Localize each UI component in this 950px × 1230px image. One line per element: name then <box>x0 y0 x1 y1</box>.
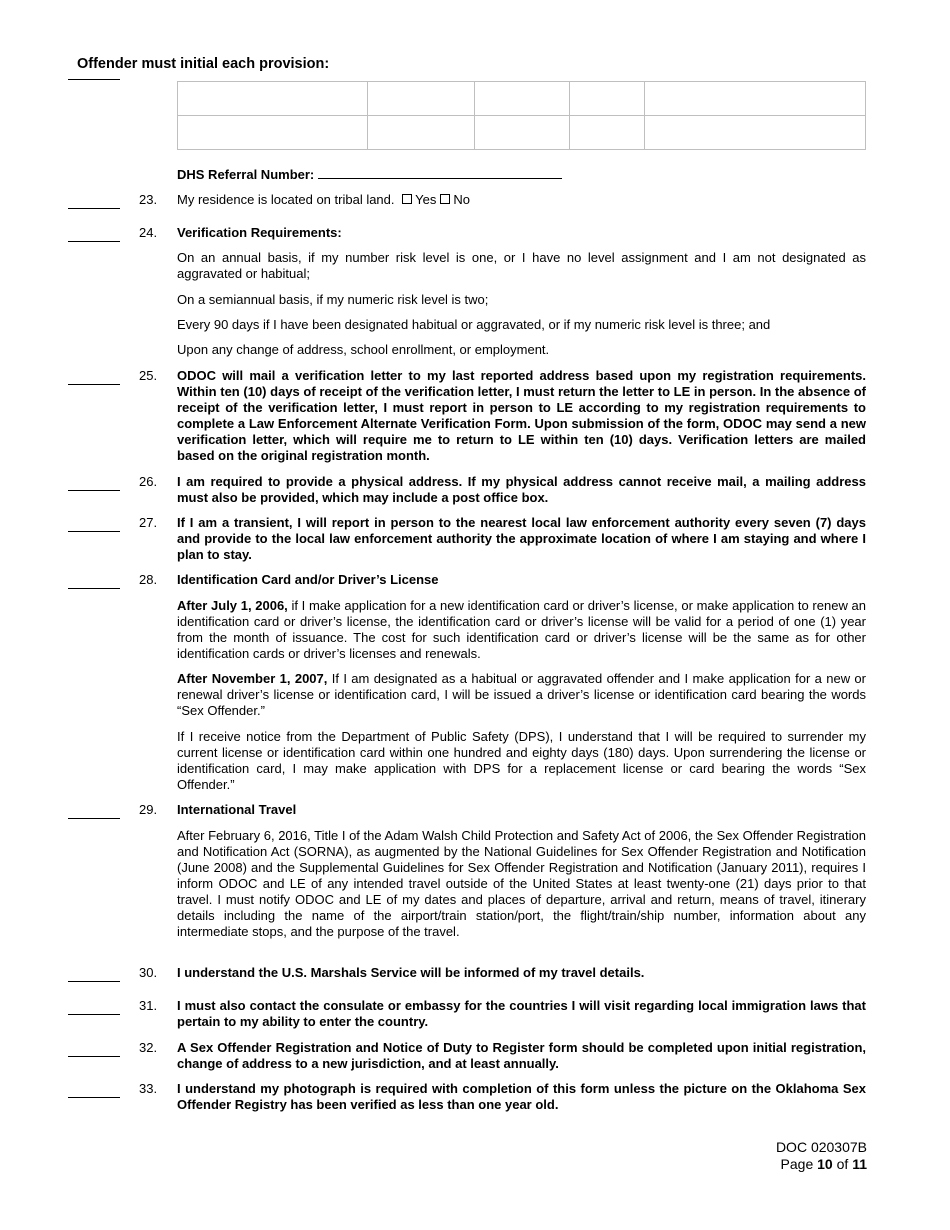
initial-line-32[interactable] <box>68 1056 120 1057</box>
item-number: 30. <box>139 965 158 980</box>
initial-line-30[interactable] <box>68 981 120 982</box>
item-number: 26. <box>139 474 158 489</box>
item-28-para-2006 <box>177 598 866 662</box>
item-number: 32. <box>139 1040 158 1055</box>
table-cell[interactable] <box>475 116 570 150</box>
dhs-referral-field <box>177 166 562 182</box>
initial-line-23[interactable] <box>68 208 120 209</box>
item-26-text: I am required to provide a physical address. If my physical address cannot receive mail, a mailing address must also be provided, which may include a post office box. <box>177 474 866 505</box>
item-31-text: I must also contact the consulate or embassy for the countries I will visit regarding local immigration laws that pertain to my ability to enter the country. <box>177 998 866 1029</box>
item-number: 33. <box>139 1081 158 1096</box>
item-24-90days: Every 90 days if I have been designated habitual or aggravated, or if my numeric risk level is three; and <box>177 317 771 332</box>
dhs-referral-input[interactable] <box>318 166 562 179</box>
table-cell[interactable] <box>368 82 475 116</box>
item-number: 24. <box>139 225 158 240</box>
initial-line-29[interactable] <box>68 818 120 819</box>
initial-line-31[interactable] <box>68 1014 120 1015</box>
item-number: 29. <box>139 802 158 817</box>
item-28-lead-2007: After November 1, 2007, <box>177 671 328 686</box>
item-28-body-2007: If I am designated as a habitual or aggravated offender and I make application for a new or renewal driver’s license or identification card, I will be issued a driver’s license or identification card bearing the words “Sex Offender.” <box>177 671 866 718</box>
item-24-annual: On an annual basis, if my number risk level is one, or I have no level assignment and I am not designated as aggravated or habitual; <box>177 250 866 281</box>
initial-line-24[interactable] <box>68 241 120 242</box>
item-28-heading: Identification Card and/or Driver’s License <box>177 572 439 587</box>
doc-number: DOC 020307B <box>775 1139 867 1155</box>
initial-line-28[interactable] <box>68 588 120 589</box>
table-cell[interactable] <box>178 116 368 150</box>
item-number: 23. <box>139 192 158 207</box>
item-27-text: If I am a transient, I will report in person to the nearest local law enforcement authority every seven (7) days and provide to the local law enforcement authority the approximate location of where I am staying and where I plan to stay. <box>177 515 866 562</box>
item-number: 31. <box>139 998 158 1013</box>
table-cell[interactable] <box>570 82 645 116</box>
page-number: 10 <box>817 1156 833 1172</box>
table-cell[interactable] <box>475 82 570 116</box>
page-indicator <box>776 1156 867 1173</box>
item-23-text <box>177 192 866 208</box>
table-row <box>178 82 866 116</box>
initial-line-25[interactable] <box>68 384 120 385</box>
page-footer <box>776 1139 867 1173</box>
checkbox-yes[interactable] <box>402 194 412 204</box>
item-number: 28. <box>139 572 158 587</box>
reference-table <box>177 81 866 150</box>
table-cell[interactable] <box>368 116 475 150</box>
dhs-referral-label: DHS Referral Number: <box>177 167 315 182</box>
item-24-semiannual: On a semiannual basis, if my numeric risk level is two; <box>177 292 489 307</box>
table-cell[interactable] <box>645 82 866 116</box>
checkbox-no[interactable] <box>440 194 450 204</box>
initial-line-33[interactable] <box>68 1097 120 1098</box>
item-33-text: I understand my photograph is required with completion of this form unless the picture on the Oklahoma Sex Offender Registry has been verified as less than one year old. <box>177 1081 866 1112</box>
table-row <box>178 116 866 150</box>
item-28-para-2007 <box>177 671 866 719</box>
item-28-body-2006: if I make application for a new identification card or driver’s license, or make application to renew an identification card or driver’s license, the identification card or driver’s license will be valid for a period of one (1) year from the month of issuance. The cost for such identification card or driver’s license will be the same as for other identification cards or driver’s licenses and renewals. <box>177 598 866 661</box>
item-25-text: ODOC will mail a verification letter to my last reported address based upon my registration requirements. Within ten (10) days of receipt of the verification letter, I must return the letter to LE in person. In the absence of receipt of the verification letter, I must report in person to LE according to my registration requirements to complete a Law Enforcement Alternate Verification Form. Upon submission of the form, ODOC may send a new verification letter, which will require me to return to LE within ten (10) days. Verification letters are mailed based on the original registration month. <box>177 368 866 463</box>
table-cell[interactable] <box>570 116 645 150</box>
page-label: Page <box>780 1156 814 1172</box>
item-23-statement: My residence is located on tribal land. <box>177 192 395 207</box>
item-number: 27. <box>139 515 158 530</box>
no-label: No <box>453 192 470 207</box>
page-title: Offender must initial each provision: <box>77 56 330 72</box>
table-cell[interactable] <box>178 82 368 116</box>
item-29-heading: International Travel <box>177 802 297 817</box>
item-32-text: A Sex Offender Registration and Notice of Duty to Register form should be completed upon initial registration, change of address to a new jurisdiction, and at least annually. <box>177 1040 866 1071</box>
initial-line-header[interactable] <box>68 79 120 80</box>
table-cell[interactable] <box>645 116 866 150</box>
yes-label: Yes <box>415 192 437 207</box>
initial-line-26[interactable] <box>68 490 120 491</box>
page-total: 11 <box>852 1156 867 1172</box>
item-30-text: I understand the U.S. Marshals Service will be informed of my travel details. <box>177 965 645 980</box>
item-29-para: After February 6, 2016, Title I of the Adam Walsh Child Protection and Safety Act of 2006, the Sex Offender Registration and Notification Act (SORNA), as augmented by the National Guidelines for Sex Offender Registration and Notification (June 2008) and the Supplemental Guidelines for Sex Offender Registration and Notification (January 2011), requires I inform ODOC and LE of any intended travel outside of the United States at least twenty-one (21) days prior to that travel. I must notify ODOC and LE of my dates and places of departure, arrival and return, means of travel, itinerary details including the name of the airport/train station/port, the flight/train/ship number, information about any intermediate stops, and the purpose of the travel. <box>177 828 866 939</box>
item-28-lead-2006: After July 1, 2006, <box>177 598 288 613</box>
item-24-heading: Verification Requirements: <box>177 225 342 240</box>
of-label: of <box>836 1156 849 1172</box>
initial-line-27[interactable] <box>68 531 120 532</box>
item-28-para-dps: If I receive notice from the Department of Public Safety (DPS), I understand that I will be required to surrender my current license or identification card within one hundred and eighty days (180) days. Upon surrendering the license or identification card, I may make application with DPS for a replacement license or card bearing the words “Sex Offender.” <box>177 729 866 792</box>
item-24-change: Upon any change of address, school enrollment, or employment. <box>177 342 550 357</box>
item-number: 25. <box>139 368 158 383</box>
